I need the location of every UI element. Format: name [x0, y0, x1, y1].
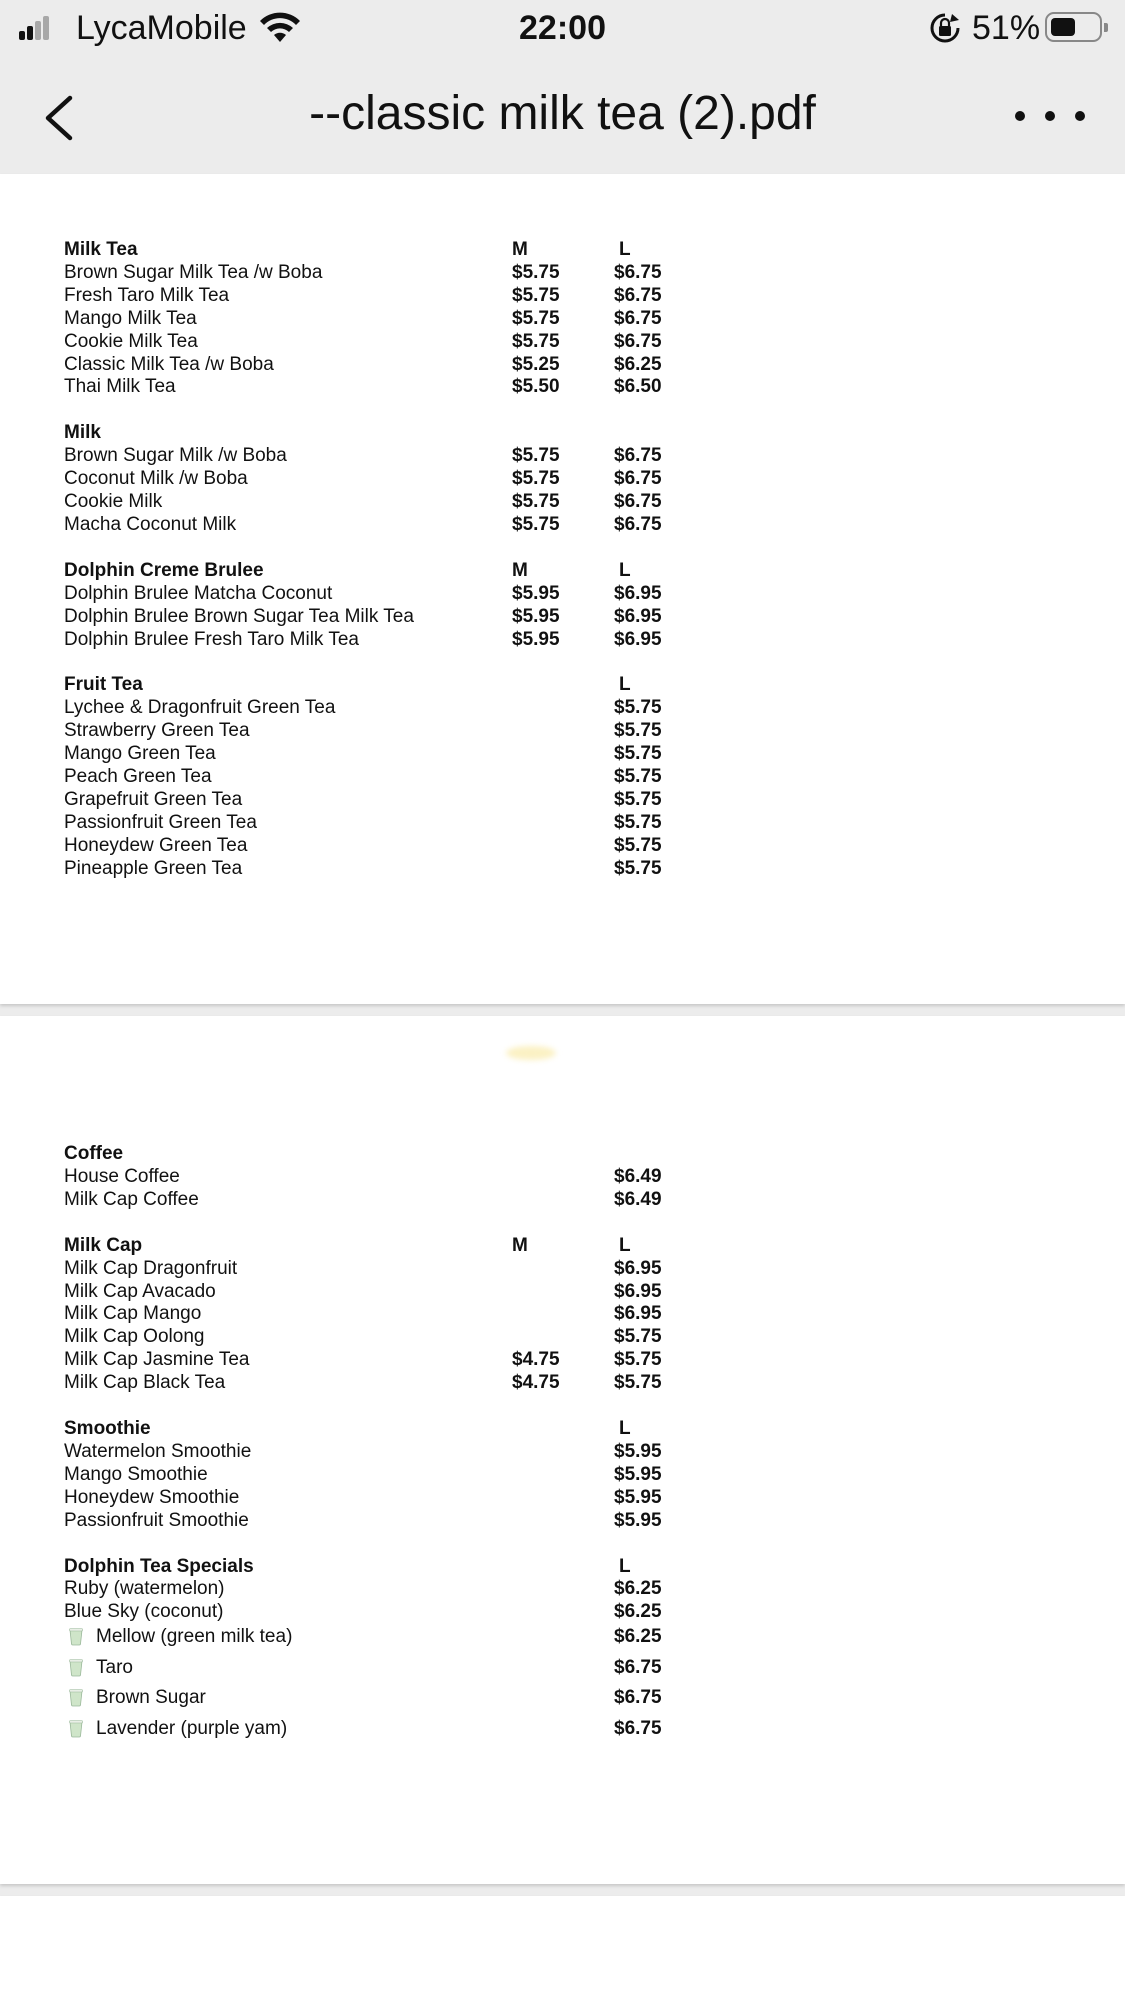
section-title: Milk Tea	[64, 239, 138, 260]
price-large: $5.75	[614, 743, 662, 765]
price-large: $5.95	[614, 1509, 662, 1531]
menu-item-row	[64, 375, 764, 398]
price-large: $6.25	[614, 1601, 662, 1623]
menu-item-name: Macha Coconut Milk	[64, 513, 237, 535]
section-header	[64, 421, 764, 444]
menu-item-name: Honeydew Smoothie	[64, 1486, 240, 1508]
menu-item-name: Mellow (green milk tea)	[96, 1626, 293, 1648]
menu-item-row	[64, 1463, 764, 1486]
section-header	[64, 1142, 764, 1165]
price-medium: $5.75	[512, 445, 560, 467]
section-title: Dolphin Creme Brulee	[64, 559, 264, 581]
menu-item-name: Coconut Milk /w Boba	[64, 468, 248, 490]
menu-item-row	[64, 1717, 764, 1740]
price-large: $6.75	[614, 1717, 662, 1739]
pdf-page-3[interactable]	[0, 1896, 1125, 2006]
menu-item-row	[64, 490, 764, 513]
menu-item-row	[64, 696, 764, 719]
price-large: $5.75	[614, 1372, 662, 1394]
menu-item-row	[64, 1656, 764, 1679]
price-medium: $5.75	[512, 491, 560, 512]
menu-item-name: Brown Sugar Milk /w Boba	[64, 445, 287, 467]
size-l-header: L	[619, 1234, 631, 1256]
tea-cup-icon	[68, 1657, 84, 1677]
menu-item-row	[64, 811, 764, 834]
menu-item-row	[64, 307, 764, 330]
menu-item-name: Milk Cap Coffee	[64, 1188, 199, 1210]
menu-item-name: Grapefruit Green Tea	[64, 788, 243, 810]
price-large: $6.95	[614, 1280, 662, 1302]
price-medium: $5.95	[512, 582, 560, 604]
menu-item-name: Dolphin Brulee Matcha Coconut	[64, 582, 333, 604]
price-medium: $5.75	[512, 261, 560, 283]
section-title: Milk Cap	[64, 1234, 143, 1256]
price-medium: $5.75	[512, 513, 560, 535]
menu-item-name: Brown Sugar	[96, 1687, 206, 1709]
menu-item-row	[64, 1302, 764, 1325]
menu-item-name: Passionfruit Smoothie	[64, 1509, 249, 1531]
size-l-header: L	[619, 1555, 631, 1577]
menu-item-name: Milk Cap Mango	[64, 1303, 202, 1325]
price-large: $6.75	[614, 445, 662, 467]
price-large: $6.75	[614, 491, 662, 512]
carrier-name: LycaMobile	[76, 9, 247, 47]
menu-item-name: Cookie Milk	[64, 491, 163, 512]
menu-item-name: Peach Green Tea	[64, 766, 212, 787]
size-m-header: M	[512, 1234, 528, 1256]
menu-item-name: Ruby (watermelon)	[64, 1578, 225, 1600]
size-m-header: M	[512, 239, 528, 260]
price-large: $6.50	[614, 376, 662, 398]
menu-item-name: Strawberry Green Tea	[64, 720, 250, 742]
document-title: --classic milk tea (2).pdf	[309, 87, 816, 140]
price-large: $5.75	[614, 857, 662, 879]
menu-item-row	[64, 330, 764, 353]
price-large: $6.49	[614, 1165, 662, 1187]
menu-item-row	[64, 788, 764, 811]
menu-item-name: Fresh Taro Milk Tea	[64, 284, 230, 306]
price-large: $6.95	[614, 605, 662, 627]
menu-item-row	[64, 1625, 764, 1648]
price-large: $6.25	[614, 1578, 662, 1600]
menu-item-name: Milk Cap Avacado	[64, 1280, 216, 1302]
menu-item-row	[64, 857, 764, 880]
price-large: $6.95	[614, 582, 662, 604]
menu-item-row	[64, 1686, 764, 1709]
price-medium: $5.25	[512, 353, 560, 375]
price-medium: $4.75	[512, 1349, 560, 1371]
menu-item-row	[64, 513, 764, 536]
section-title: Milk	[64, 422, 101, 444]
size-l-header: L	[619, 674, 631, 696]
price-medium: $5.95	[512, 605, 560, 627]
price-large: $5.95	[614, 1486, 662, 1508]
section-header	[64, 238, 764, 261]
price-medium: $5.75	[512, 284, 560, 306]
price-medium: $5.75	[512, 468, 560, 490]
menu-item-row	[64, 284, 764, 307]
menu-item-name: House Coffee	[64, 1165, 180, 1187]
menu-item-row	[64, 765, 764, 788]
menu-item-row	[64, 1486, 764, 1509]
menu-item-row	[64, 353, 764, 376]
menu-item-name: Passionfruit Green Tea	[64, 811, 257, 833]
menu-item-name: Milk Cap Dragonfruit	[64, 1257, 238, 1279]
tea-cup-icon	[68, 1626, 84, 1646]
menu-item-row	[64, 1577, 764, 1600]
section-header	[64, 559, 764, 582]
menu-item-row	[64, 628, 764, 651]
more-dot-icon	[1045, 111, 1055, 121]
menu-item-name: Pineapple Green Tea	[64, 857, 243, 879]
menu-item-name: Dolphin Brulee Brown Sugar Tea Milk Tea	[64, 605, 414, 627]
price-large: $5.95	[614, 1440, 662, 1462]
menu-item-row	[64, 1440, 764, 1463]
menu-item-row	[64, 582, 764, 605]
price-medium: $5.75	[512, 307, 560, 329]
menu-item-name: Milk Cap Jasmine Tea	[64, 1349, 250, 1371]
menu-item-row	[64, 444, 764, 467]
size-l-header: L	[619, 239, 631, 260]
menu-item-name: Lychee & Dragonfruit Green Tea	[64, 697, 336, 719]
menu-item-name: Milk Cap Oolong	[64, 1326, 205, 1348]
price-large: $6.75	[614, 330, 662, 352]
section-header	[64, 1417, 764, 1440]
menu-item-name: Milk Cap Black Tea	[64, 1372, 226, 1394]
price-large: $6.95	[614, 1257, 662, 1279]
menu-item-row	[64, 605, 764, 628]
price-large: $6.25	[614, 353, 662, 375]
menu-item-row	[64, 261, 764, 284]
size-l-header: L	[619, 1418, 631, 1439]
price-medium: $5.95	[512, 628, 560, 650]
menu-item-row	[64, 742, 764, 765]
price-large: $6.75	[614, 261, 662, 283]
rotation-lock-icon	[928, 11, 962, 45]
section-header	[64, 1555, 764, 1578]
menu-item-name: Watermelon Smoothie	[64, 1440, 252, 1462]
size-l-header: L	[619, 559, 631, 581]
menu-item-row	[64, 1371, 764, 1394]
price-large: $6.25	[614, 1626, 662, 1648]
section-title: Smoothie	[64, 1418, 151, 1439]
menu-item-row	[64, 467, 764, 490]
more-dot-icon	[1075, 111, 1085, 121]
menu-item-row	[64, 1188, 764, 1211]
price-large: $6.75	[614, 1656, 662, 1678]
price-large: $6.95	[614, 628, 662, 650]
price-large: $6.75	[614, 307, 662, 329]
size-m-header: M	[512, 559, 528, 581]
menu-item-row	[64, 719, 764, 742]
price-large: $5.75	[614, 1349, 662, 1371]
menu-item-name: Taro	[96, 1656, 133, 1678]
price-large: $5.75	[614, 1326, 662, 1348]
price-large: $5.75	[614, 811, 662, 833]
price-large: $6.75	[614, 1687, 662, 1709]
menu-item-name: Honeydew Green Tea	[64, 834, 248, 856]
menu-item-row	[64, 1325, 764, 1348]
menu-item-name: Mango Milk Tea	[64, 307, 197, 329]
status-time: 22:00	[519, 9, 606, 47]
price-medium: $5.75	[512, 330, 560, 352]
tea-cup-icon	[68, 1687, 84, 1707]
price-medium: $5.50	[512, 376, 560, 398]
menu-item-name: Mango Green Tea	[64, 743, 216, 765]
section-header	[64, 1234, 764, 1257]
price-large: $6.75	[614, 284, 662, 306]
menu-item-row	[64, 1280, 764, 1303]
price-medium: $4.75	[512, 1372, 560, 1394]
menu-item-row	[64, 1509, 764, 1532]
tea-cup-icon	[68, 1718, 84, 1738]
price-large: $5.75	[614, 788, 662, 810]
menu-item-row	[64, 1165, 764, 1188]
price-large: $5.95	[614, 1463, 662, 1485]
menu-item-row	[64, 1600, 764, 1623]
page-smudge	[506, 1046, 556, 1060]
menu-item-name: Lavender (purple yam)	[96, 1717, 288, 1739]
menu-item-row	[64, 834, 764, 857]
menu-item-row	[64, 1348, 764, 1371]
menu-item-row	[64, 1257, 764, 1280]
menu-item-name: Dolphin Brulee Fresh Taro Milk Tea	[64, 628, 359, 650]
pdf-page-1[interactable]	[0, 174, 1125, 1004]
menu-item-name: Brown Sugar Milk Tea /w Boba	[64, 261, 323, 283]
price-large: $5.75	[614, 834, 662, 856]
menu-item-name: Blue Sky (coconut)	[64, 1601, 224, 1623]
section-title: Fruit Tea	[64, 674, 143, 696]
price-large: $5.75	[614, 766, 662, 787]
section-title: Coffee	[64, 1143, 124, 1164]
battery-percentage: 51%	[972, 9, 1041, 47]
price-large: $6.95	[614, 1303, 662, 1325]
pdf-page-2[interactable]	[0, 1016, 1125, 1884]
back-button[interactable]	[30, 86, 90, 150]
menu-item-name: Thai Milk Tea	[64, 376, 176, 398]
section-title: Dolphin Tea Specials	[64, 1555, 254, 1577]
menu-item-name: Cookie Milk Tea	[64, 330, 198, 352]
price-large: $5.75	[614, 697, 662, 719]
more-options-button[interactable]	[1015, 96, 1085, 136]
navigation-bar	[0, 56, 1125, 174]
price-large: $6.49	[614, 1188, 662, 1210]
menu-item-name: Classic Milk Tea /w Boba	[64, 353, 274, 375]
price-large: $6.75	[614, 513, 662, 535]
battery-icon	[1045, 12, 1102, 42]
more-dot-icon	[1015, 111, 1025, 121]
menu-item-name: Mango Smoothie	[64, 1463, 208, 1485]
price-large: $6.75	[614, 468, 662, 490]
section-header	[64, 673, 764, 696]
status-bar	[0, 0, 1125, 56]
price-large: $5.75	[614, 720, 662, 742]
